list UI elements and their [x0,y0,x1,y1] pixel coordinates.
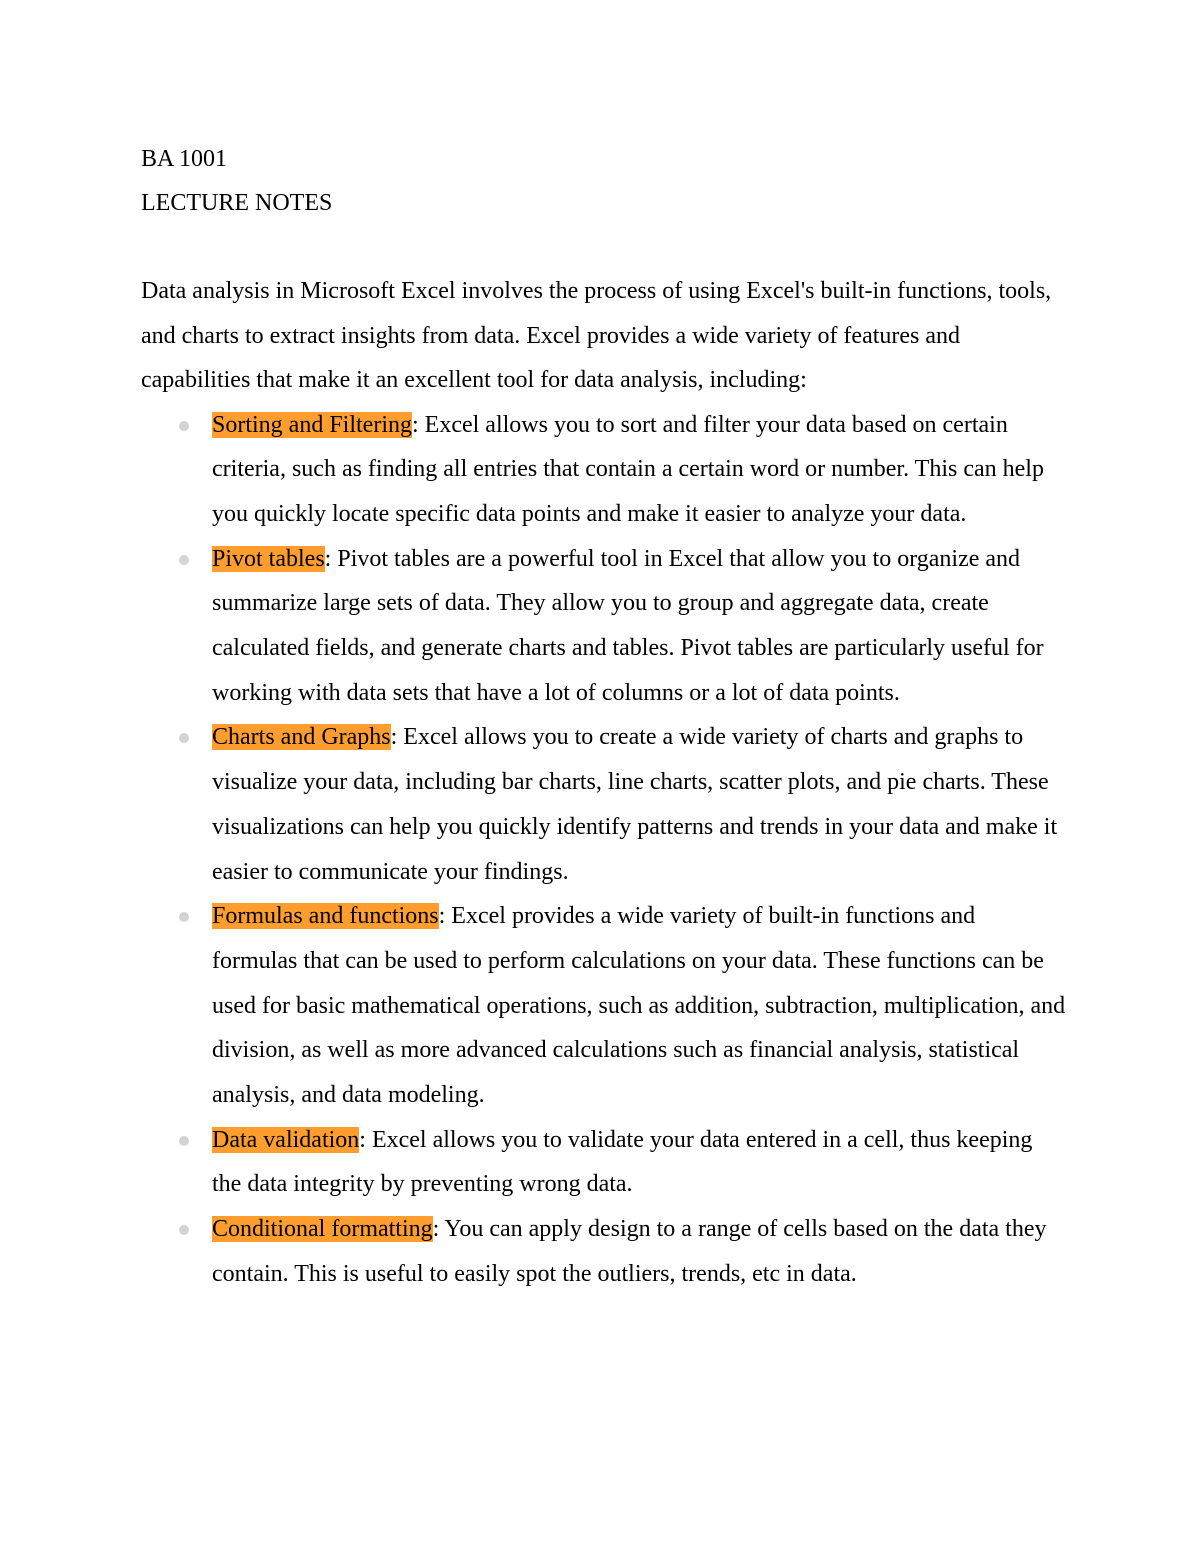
bullet-dot-icon [179,912,189,922]
feature-term: Pivot tables [212,545,325,572]
feature-term: Data validation [212,1126,360,1153]
bullet-dot-icon [179,555,189,565]
feature-term: Formulas and functions [212,903,439,930]
feature-term: Conditional formatting [212,1216,433,1243]
feature-description: : Excel allows you to validate your data entered in a cell, thus keeping the data integrity by preventing wrong data. [212,1126,1033,1198]
bullet-dot-icon [179,1225,189,1235]
list-item [141,1118,1066,1207]
feature-description: : Excel allows you to sort and filter your data based on certain criteria, such as finding all entries that contain a certain word or number. This can help you quickly locate specific data points and make it easier to analyze your data. [212,411,1044,527]
course-code: BA 1001 [141,146,228,172]
feature-description: : Pivot tables are a powerful tool in Excel that allow you to organize and summarize large sets of data. They allow you to group and aggregate data, create calculated fields, and generate charts and tables. Pivot tables are particularly useful for working with data sets that have a lot of columns or a lot of data points. [212,545,1044,706]
blank-line [141,225,1066,269]
bullet-dot-icon [179,1136,189,1146]
list-item [141,715,1066,894]
list-item [141,1207,1066,1296]
list-item [141,403,1066,537]
intro-paragraph: Data analysis in Microsoft Excel involves the process of using Excel's built-in functions, tools, and charts to extract insights from data. Excel provides a wide variety of features and capabilities that make it an excellent tool for data analysis, including: [141,278,1052,393]
feature-term: Sorting and Filtering [212,411,412,438]
document-body [141,137,1066,1297]
bullet-dot-icon [179,421,189,431]
document-subtitle: LECTURE NOTES [141,190,333,216]
feature-description: : Excel allows you to create a wide variety of charts and graphs to visualize your data, including bar charts, line charts, scatter plots, and pie charts. These visualizations can help you quickly identify patterns and trends in your data and make it easier to communicate your findings. [212,724,1058,885]
list-item [141,537,1066,716]
feature-description: : Excel provides a wide variety of built-in functions and formulas that can be used to perform calculations on your data. These functions can be used for basic mathematical operations, such as addition, subtraction, multiplication, and division, as well as more advanced calculations such as financial analysis, statistical analysis, and data modeling. [212,903,1066,1109]
feature-term: Charts and Graphs [212,724,391,751]
feature-description: : You can apply design to a range of cells based on the data they contain. This is useful to easily spot the outliers, trends, etc in data. [212,1216,1047,1287]
bullet-dot-icon [179,733,189,743]
feature-list [141,403,1066,1297]
list-item [141,894,1066,1118]
